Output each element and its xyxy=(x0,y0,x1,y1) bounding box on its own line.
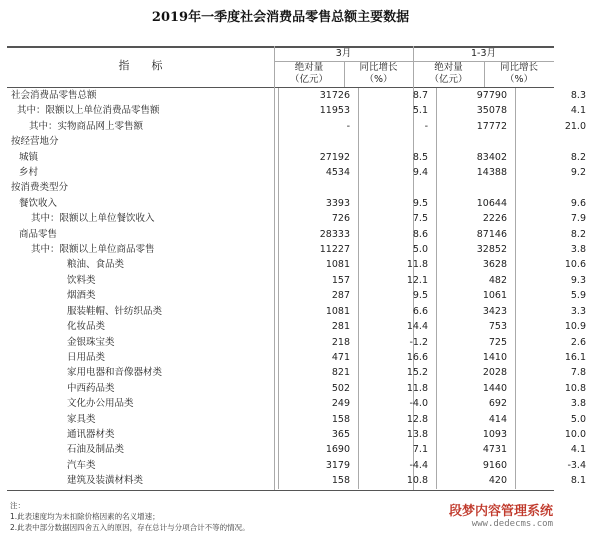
cell-q-yoy: 2.6 xyxy=(570,336,586,348)
cell-m-abs: 502 xyxy=(279,381,359,396)
note-1: 1.此表速度均为未扣除价格因素的名义增速； xyxy=(10,512,160,521)
cell-q-yoy: 5.0 xyxy=(570,413,586,425)
row-label: 饮料类 xyxy=(7,273,279,288)
cell-q-abs: 692 xyxy=(437,396,516,411)
table-row xyxy=(7,257,594,272)
row-label: 烟酒类 xyxy=(7,288,279,303)
cell-q-yoy: 10.0 xyxy=(564,428,586,440)
cell-q-abs: 482 xyxy=(437,273,516,288)
table-row xyxy=(7,396,594,411)
cell-m-abs xyxy=(279,180,359,195)
table-row xyxy=(7,119,594,134)
row-label: 商品零售 xyxy=(7,227,279,242)
period2-header: 1-3月 xyxy=(470,48,497,59)
cell-m-yoy: 10.8 xyxy=(359,473,437,488)
cell-m-yoy: 8.6 xyxy=(359,227,437,242)
row-label: 金银珠宝类 xyxy=(7,335,279,350)
cell-m-abs: 218 xyxy=(279,335,359,350)
cell-q-abs: 1440 xyxy=(437,381,516,396)
cell-m-abs: 821 xyxy=(279,365,359,380)
cell-m-abs: 3393 xyxy=(279,196,359,211)
cell-q-abs: 9160 xyxy=(437,458,516,473)
cell-m-abs: 158 xyxy=(279,412,359,427)
cell-q-abs: 414 xyxy=(437,412,516,427)
cell-q-yoy: 21.0 xyxy=(564,120,586,132)
cell-m-abs: 11227 xyxy=(279,242,359,257)
cell-q-abs: 83402 xyxy=(437,150,516,165)
note-heading: 注： xyxy=(10,501,25,510)
row-label: 石油及制品类 xyxy=(7,442,279,457)
cell-m-yoy: 11.8 xyxy=(359,381,437,396)
table-row xyxy=(7,242,594,257)
cell-q-yoy: -3.4 xyxy=(567,459,586,471)
cell-m-yoy: 9.4 xyxy=(359,165,437,180)
m-abs-header: 绝对量 （亿元） xyxy=(289,62,328,85)
cell-m-yoy: 14.4 xyxy=(359,319,437,334)
table-row xyxy=(7,319,594,334)
cell-q-yoy: 8.3 xyxy=(570,90,586,101)
table-row xyxy=(7,165,594,180)
cell-q-abs: 10644 xyxy=(437,196,516,211)
q-yoy-header: 同比增长 （%） xyxy=(499,62,538,85)
cell-m-yoy: 12.1 xyxy=(359,273,437,288)
table-row xyxy=(7,350,594,365)
table-row xyxy=(7,427,594,442)
table-row xyxy=(7,381,594,396)
row-label: 按经营地分 xyxy=(7,134,279,149)
data-table xyxy=(7,88,594,489)
cell-q-abs xyxy=(437,180,516,195)
table-row xyxy=(7,304,594,319)
row-label: 文化办公用品类 xyxy=(7,396,279,411)
table-bottom-rule xyxy=(7,490,554,491)
cell-q-yoy: 10.9 xyxy=(564,321,586,333)
cell-m-yoy xyxy=(359,134,437,149)
cell-q-yoy: 8.1 xyxy=(570,475,586,487)
cell-m-abs: 1690 xyxy=(279,442,359,457)
cell-q-yoy: 3.3 xyxy=(570,305,586,317)
cell-m-yoy: 5.0 xyxy=(359,242,437,257)
cell-m-yoy: 13.8 xyxy=(359,427,437,442)
cell-m-abs: 158 xyxy=(279,473,359,488)
cell-q-abs: 3423 xyxy=(437,304,516,319)
table-row xyxy=(7,412,594,427)
cell-q-abs: 1061 xyxy=(437,288,516,303)
table-row xyxy=(7,88,594,103)
table-row xyxy=(7,365,594,380)
table-row xyxy=(7,196,594,211)
cell-q-abs xyxy=(437,134,516,149)
cell-m-yoy: -4.4 xyxy=(359,458,437,473)
cell-m-yoy: 9.5 xyxy=(359,288,437,303)
row-label: 其中：限额以上单位商品零售 xyxy=(7,242,279,257)
cell-m-abs: 157 xyxy=(279,273,359,288)
cell-q-abs: 2028 xyxy=(437,365,516,380)
row-label: 家具类 xyxy=(7,412,279,427)
cell-q-yoy: 4.1 xyxy=(570,105,586,117)
cell-m-yoy: 7.5 xyxy=(359,211,437,226)
cell-m-abs: - xyxy=(279,119,359,134)
cell-q-yoy: 10.8 xyxy=(564,382,586,394)
table-row xyxy=(7,134,594,149)
cell-m-yoy: 7.1 xyxy=(359,442,437,457)
cell-m-abs xyxy=(279,134,359,149)
row-label: 化妆品类 xyxy=(7,319,279,334)
row-label: 日用品类 xyxy=(7,350,279,365)
cell-m-yoy: 9.5 xyxy=(359,196,437,211)
note-2: 2.此表中部分数据因四舍五入的原因，存在总计与分项合计不等的情况。 xyxy=(10,523,250,532)
page-title: 2019年一季度社会消费品零售总额主要数据 xyxy=(151,10,410,25)
cell-q-yoy xyxy=(516,134,594,149)
cell-q-yoy xyxy=(516,180,594,195)
cell-q-abs: 1410 xyxy=(437,350,516,365)
cell-q-yoy: 3.8 xyxy=(570,244,586,256)
cell-m-abs: 31726 xyxy=(279,88,359,103)
row-label: 社会消费品零售总额 xyxy=(7,88,279,103)
table-row xyxy=(7,180,594,195)
cell-m-abs: 28333 xyxy=(279,227,359,242)
cell-m-yoy: 15.2 xyxy=(359,365,437,380)
row-label: 按消费类型分 xyxy=(7,180,279,195)
table-row xyxy=(7,442,594,457)
cell-q-yoy: 7.8 xyxy=(570,367,586,379)
cell-m-abs: 287 xyxy=(279,288,359,303)
row-label: 其中：限额以上单位消费品零售额 xyxy=(7,103,279,118)
cell-m-abs: 726 xyxy=(279,211,359,226)
cell-m-abs: 1081 xyxy=(279,257,359,272)
cell-q-abs: 87146 xyxy=(437,227,516,242)
cell-q-abs: 14388 xyxy=(437,165,516,180)
period1-header: 3月 xyxy=(335,48,352,59)
cell-q-yoy: 9.3 xyxy=(570,274,586,286)
cell-q-yoy: 5.9 xyxy=(570,290,586,302)
row-label: 其中：限额以上单位餐饮收入 xyxy=(7,211,279,226)
indicator-header: 指 标 xyxy=(118,59,163,72)
cell-m-yoy: -1.2 xyxy=(359,335,437,350)
cell-m-abs: 11953 xyxy=(279,103,359,118)
watermark-url: www.dedecms.com xyxy=(471,519,553,529)
cell-q-abs: 753 xyxy=(437,319,516,334)
table-row xyxy=(7,211,594,226)
cell-m-abs: 281 xyxy=(279,319,359,334)
cell-q-yoy: 8.2 xyxy=(570,228,586,240)
table-row xyxy=(7,473,594,488)
cell-m-abs: 249 xyxy=(279,396,359,411)
table-row xyxy=(7,288,594,303)
cell-q-yoy: 7.9 xyxy=(570,213,586,225)
table-row xyxy=(7,150,594,165)
cell-q-yoy: 9.6 xyxy=(570,197,586,209)
table-row xyxy=(7,458,594,473)
cell-q-yoy: 10.6 xyxy=(564,259,586,271)
q-abs-header: 绝对量 （亿元） xyxy=(429,62,468,85)
row-label: 中西药品类 xyxy=(7,381,279,396)
cell-m-abs: 27192 xyxy=(279,150,359,165)
cell-m-yoy: -4.0 xyxy=(359,396,437,411)
cell-q-yoy: 4.1 xyxy=(570,444,586,456)
row-label: 粮油、食品类 xyxy=(7,257,279,272)
row-label: 服装鞋帽、针纺织品类 xyxy=(7,304,279,319)
cell-m-abs: 4534 xyxy=(279,165,359,180)
cell-q-abs: 97790 xyxy=(437,88,516,103)
table-row xyxy=(7,227,594,242)
cell-m-abs: 1081 xyxy=(279,304,359,319)
cell-m-yoy: 12.8 xyxy=(359,412,437,427)
cell-m-yoy: 8.7 xyxy=(359,88,437,103)
row-label: 餐饮收入 xyxy=(7,196,279,211)
cell-q-abs: 1093 xyxy=(437,427,516,442)
cell-m-yoy: 16.6 xyxy=(359,350,437,365)
cell-q-abs: 32852 xyxy=(437,242,516,257)
watermark-title: 段梦内容管理系统 xyxy=(448,504,553,519)
cell-q-abs: 420 xyxy=(437,473,516,488)
cell-m-yoy: 6.6 xyxy=(359,304,437,319)
row-label: 家用电器和音像器材类 xyxy=(7,365,279,380)
cell-q-yoy: 16.1 xyxy=(564,351,586,363)
notes xyxy=(10,500,250,533)
row-label: 建筑及装潢材料类 xyxy=(7,473,279,488)
row-label: 乡村 xyxy=(7,165,279,180)
row-label: 通讯器材类 xyxy=(7,427,279,442)
table-row xyxy=(7,335,594,350)
table-row xyxy=(7,273,594,288)
row-label: 汽车类 xyxy=(7,458,279,473)
cell-m-yoy: - xyxy=(359,119,437,134)
cell-m-yoy xyxy=(359,180,437,195)
cell-q-abs: 35078 xyxy=(437,103,516,118)
m-yoy-header: 同比增长 （%） xyxy=(359,62,398,85)
cell-q-yoy: 3.8 xyxy=(570,398,586,410)
cell-q-abs: 17772 xyxy=(437,119,516,134)
watermark xyxy=(449,500,553,529)
cell-q-yoy: 8.2 xyxy=(570,151,586,163)
cell-m-yoy: 5.1 xyxy=(359,103,437,118)
cell-q-yoy: 9.2 xyxy=(570,167,586,179)
row-label: 城镇 xyxy=(7,150,279,165)
cell-m-abs: 365 xyxy=(279,427,359,442)
cell-q-abs: 3628 xyxy=(437,257,516,272)
cell-m-abs: 471 xyxy=(279,350,359,365)
cell-q-abs: 4731 xyxy=(437,442,516,457)
table-row xyxy=(7,103,594,118)
cell-m-abs: 3179 xyxy=(279,458,359,473)
cell-q-abs: 2226 xyxy=(437,211,516,226)
row-label: 其中：实物商品网上零售额 xyxy=(7,119,279,134)
cell-q-abs: 725 xyxy=(437,335,516,350)
cell-m-yoy: 8.5 xyxy=(359,150,437,165)
cell-m-yoy: 11.8 xyxy=(359,257,437,272)
